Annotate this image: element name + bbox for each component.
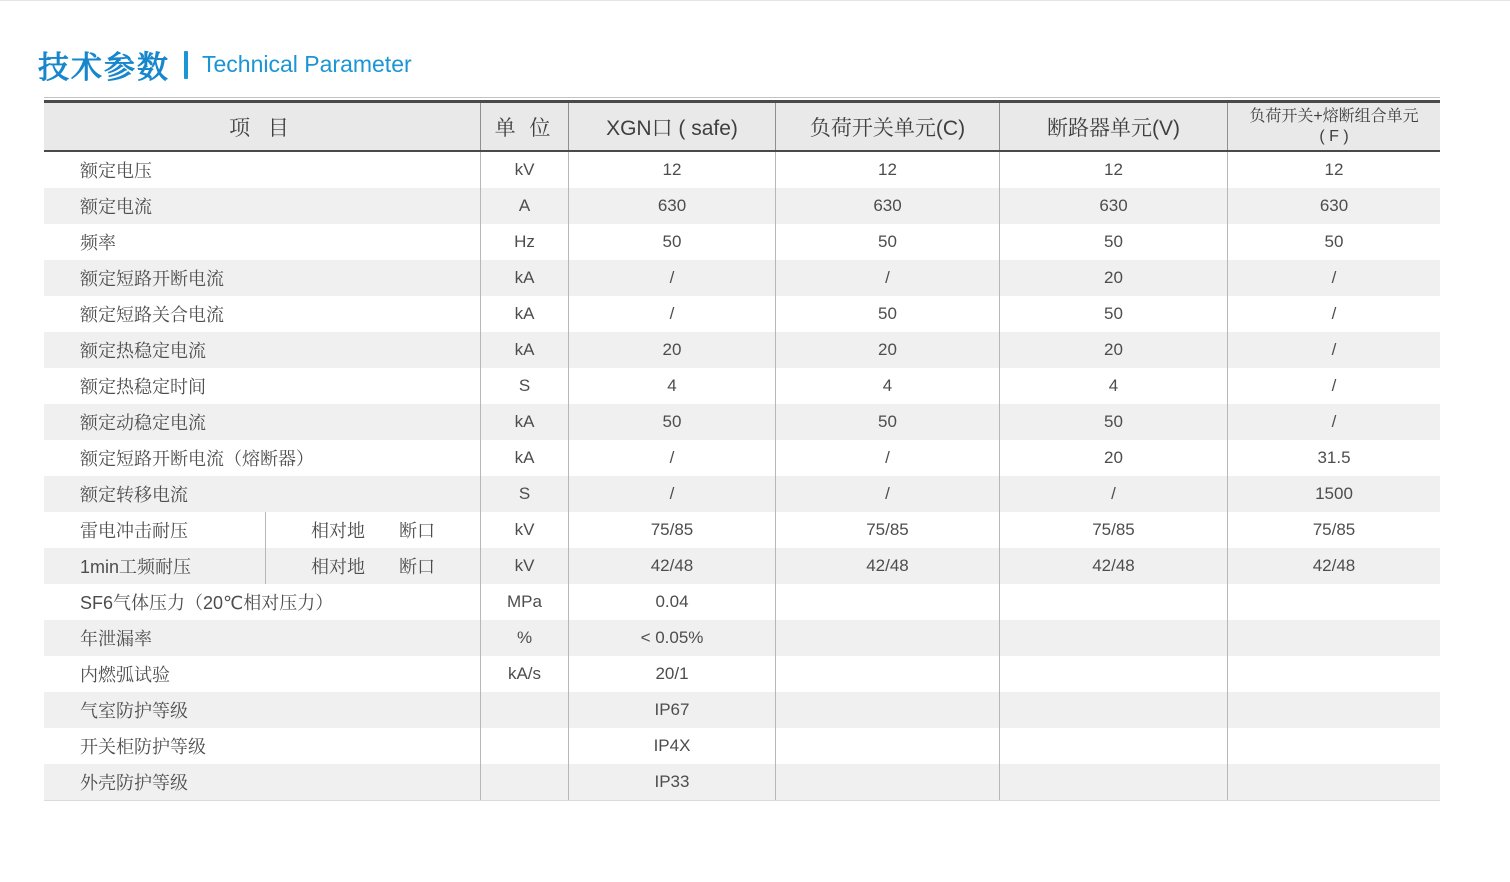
cell-unit: MPa (480, 584, 568, 620)
cell-load-switch-unit (775, 764, 999, 800)
cell-xgn-safe: IP4X (568, 728, 775, 764)
cell-load-switch-unit: 75/85 (775, 512, 999, 548)
cell-xgn-safe: 4 (568, 368, 775, 404)
cell-fuse-combination-unit (1227, 728, 1440, 764)
column-header-load-switch-unit: 负荷开关单元(C) (775, 103, 999, 150)
cell-load-switch-unit: 4 (775, 368, 999, 404)
column-header-breaker-unit: 断路器单元(V) (999, 103, 1227, 150)
cell-breaker-unit (999, 620, 1227, 656)
cell-xgn-safe: 20 (568, 332, 775, 368)
cell-fuse-combination-unit (1227, 620, 1440, 656)
cell-unit: kV (480, 548, 568, 584)
table-row (44, 296, 1440, 332)
cell-item-label: 额定短路开断电流（熔断器） (80, 449, 314, 469)
cell-item-label: 内燃弧试验 (80, 665, 170, 685)
cell-breaker-unit (999, 692, 1227, 728)
cell-unit: kA (480, 260, 568, 296)
cell-breaker-unit: 20 (999, 332, 1227, 368)
table-row (44, 332, 1440, 368)
cell-unit: kA (480, 332, 568, 368)
table-row (44, 764, 1440, 800)
table-row (44, 224, 1440, 260)
row-label: 1min工频耐压 (80, 557, 192, 577)
table-row (44, 476, 1440, 512)
cell-unit: kA (480, 404, 568, 440)
cell-fuse-combination-unit: 50 (1227, 224, 1440, 260)
cell-load-switch-unit: / (775, 476, 999, 512)
table-row (44, 188, 1440, 224)
cell-fuse-combination-unit: / (1227, 296, 1440, 332)
cell-item-label: 开关柜防护等级 (80, 737, 206, 757)
cell-item-label: 外壳防护等级 (80, 773, 188, 793)
table-row (44, 368, 1440, 404)
cell-unit: S (480, 368, 568, 404)
cell-item-label: 额定短路关合电流 (80, 305, 224, 325)
section-title-chinese: 技术参数 (38, 50, 170, 85)
row-sub-labels (265, 548, 480, 584)
cell-unit (480, 764, 568, 800)
cell-load-switch-unit: 12 (775, 152, 999, 188)
cell-unit: kA (480, 440, 568, 476)
cell-unit: kA/s (480, 656, 568, 692)
cell-fuse-combination-unit: / (1227, 368, 1440, 404)
cell-unit (480, 728, 568, 764)
section-title (38, 42, 412, 87)
table-row (44, 440, 1440, 476)
cell-load-switch-unit: 50 (775, 224, 999, 260)
row-sub-label: 断口 (399, 557, 435, 577)
cell-breaker-unit (999, 728, 1227, 764)
page-top-divider (0, 0, 1510, 1)
cell-load-switch-unit (775, 656, 999, 692)
table-top-thin-rule (44, 97, 1440, 98)
section-title-english: Technical Parameter (202, 51, 412, 77)
cell-breaker-unit: 42/48 (999, 548, 1227, 584)
cell-unit: kV (480, 152, 568, 188)
cell-item-label (44, 548, 480, 584)
cell-fuse-combination-unit: 75/85 (1227, 512, 1440, 548)
row-sub-label: 断口 (399, 521, 435, 541)
cell-breaker-unit: 12 (999, 152, 1227, 188)
cell-fuse-combination-unit (1227, 692, 1440, 728)
cell-load-switch-unit: / (775, 260, 999, 296)
table-row (44, 584, 1440, 620)
row-sub-label: 相对地 (311, 557, 365, 577)
row-sub-labels (265, 512, 480, 548)
cell-item-label: 额定热稳定时间 (80, 377, 206, 397)
cell-load-switch-unit: 50 (775, 404, 999, 440)
cell-load-switch-unit: / (775, 440, 999, 476)
table-row (44, 404, 1440, 440)
cell-item-label: SF6气体压力（20℃相对压力） (80, 593, 334, 613)
cell-unit: A (480, 188, 568, 224)
table-row (44, 260, 1440, 296)
cell-item-label: 额定电压 (80, 161, 152, 181)
cell-xgn-safe: 50 (568, 224, 775, 260)
cell-load-switch-unit: 630 (775, 188, 999, 224)
cell-fuse-combination-unit: / (1227, 332, 1440, 368)
cell-unit: Hz (480, 224, 568, 260)
cell-item-label: 气室防护等级 (80, 701, 188, 721)
cell-breaker-unit (999, 656, 1227, 692)
cell-xgn-safe: 12 (568, 152, 775, 188)
cell-breaker-unit: 20 (999, 440, 1227, 476)
cell-breaker-unit: / (999, 476, 1227, 512)
cell-unit: kA (480, 296, 568, 332)
cell-item-label: 额定动稳定电流 (80, 413, 206, 433)
cell-item-label: 年泄漏率 (80, 629, 152, 649)
cell-breaker-unit: 630 (999, 188, 1227, 224)
table-row (44, 152, 1440, 188)
cell-fuse-combination-unit (1227, 656, 1440, 692)
cell-load-switch-unit: 42/48 (775, 548, 999, 584)
table-header-row (44, 103, 1440, 152)
cell-breaker-unit (999, 764, 1227, 800)
table-row (44, 692, 1440, 728)
title-accent-bar (184, 51, 188, 79)
cell-item-label: 额定短路开断电流 (80, 269, 224, 289)
technical-parameter-table (44, 97, 1440, 801)
cell-breaker-unit: 50 (999, 296, 1227, 332)
cell-unit: S (480, 476, 568, 512)
cell-xgn-safe: / (568, 296, 775, 332)
cell-load-switch-unit (775, 728, 999, 764)
table-row (44, 548, 1440, 584)
cell-breaker-unit: 50 (999, 224, 1227, 260)
cell-fuse-combination-unit: 31.5 (1227, 440, 1440, 476)
cell-breaker-unit: 75/85 (999, 512, 1227, 548)
table-row (44, 512, 1440, 548)
row-label: 雷电冲击耐压 (80, 521, 188, 541)
cell-xgn-safe: 20/1 (568, 656, 775, 692)
cell-xgn-safe: / (568, 476, 775, 512)
cell-item-label: 额定转移电流 (80, 485, 188, 505)
column-header-xgn-safe: XGN口 ( safe) (568, 103, 775, 150)
cell-xgn-safe: IP33 (568, 764, 775, 800)
cell-breaker-unit: 20 (999, 260, 1227, 296)
cell-load-switch-unit: 50 (775, 296, 999, 332)
cell-load-switch-unit (775, 620, 999, 656)
cell-xgn-safe: 42/48 (568, 548, 775, 584)
cell-xgn-safe: / (568, 440, 775, 476)
cell-xgn-safe: / (568, 260, 775, 296)
cell-fuse-combination-unit: 12 (1227, 152, 1440, 188)
cell-breaker-unit (999, 584, 1227, 620)
cell-unit (480, 692, 568, 728)
cell-item-label (44, 512, 480, 548)
cell-fuse-combination-unit (1227, 584, 1440, 620)
cell-fuse-combination-unit: 42/48 (1227, 548, 1440, 584)
column-header-item: 项 目 (229, 116, 295, 140)
table-row (44, 620, 1440, 656)
cell-item-label: 额定热稳定电流 (80, 341, 206, 361)
cell-item-label: 频率 (80, 233, 116, 253)
cell-load-switch-unit (775, 584, 999, 620)
cell-load-switch-unit: 20 (775, 332, 999, 368)
column-header-unit: 单 位 (480, 103, 568, 150)
table-row (44, 656, 1440, 692)
cell-fuse-combination-unit: / (1227, 404, 1440, 440)
cell-load-switch-unit (775, 692, 999, 728)
cell-xgn-safe: IP67 (568, 692, 775, 728)
column-header-fuse-combination-unit: 负荷开关+熔断组合单元 ( F ) (1227, 103, 1440, 150)
row-sub-label: 相对地 (311, 521, 365, 541)
cell-breaker-unit: 4 (999, 368, 1227, 404)
cell-xgn-safe: 50 (568, 404, 775, 440)
cell-breaker-unit: 50 (999, 404, 1227, 440)
cell-fuse-combination-unit: / (1227, 260, 1440, 296)
cell-fuse-combination-unit: 1500 (1227, 476, 1440, 512)
cell-fuse-combination-unit (1227, 764, 1440, 800)
table-rows-container (44, 152, 1440, 800)
cell-item-label: 额定电流 (80, 197, 152, 217)
table-row (44, 728, 1440, 764)
cell-xgn-safe: 75/85 (568, 512, 775, 548)
cell-unit: % (480, 620, 568, 656)
cell-xgn-safe: 630 (568, 188, 775, 224)
table-body-frame (44, 100, 1440, 801)
cell-xgn-safe: < 0.05% (568, 620, 775, 656)
cell-unit: kV (480, 512, 568, 548)
cell-xgn-safe: 0.04 (568, 584, 775, 620)
cell-fuse-combination-unit: 630 (1227, 188, 1440, 224)
